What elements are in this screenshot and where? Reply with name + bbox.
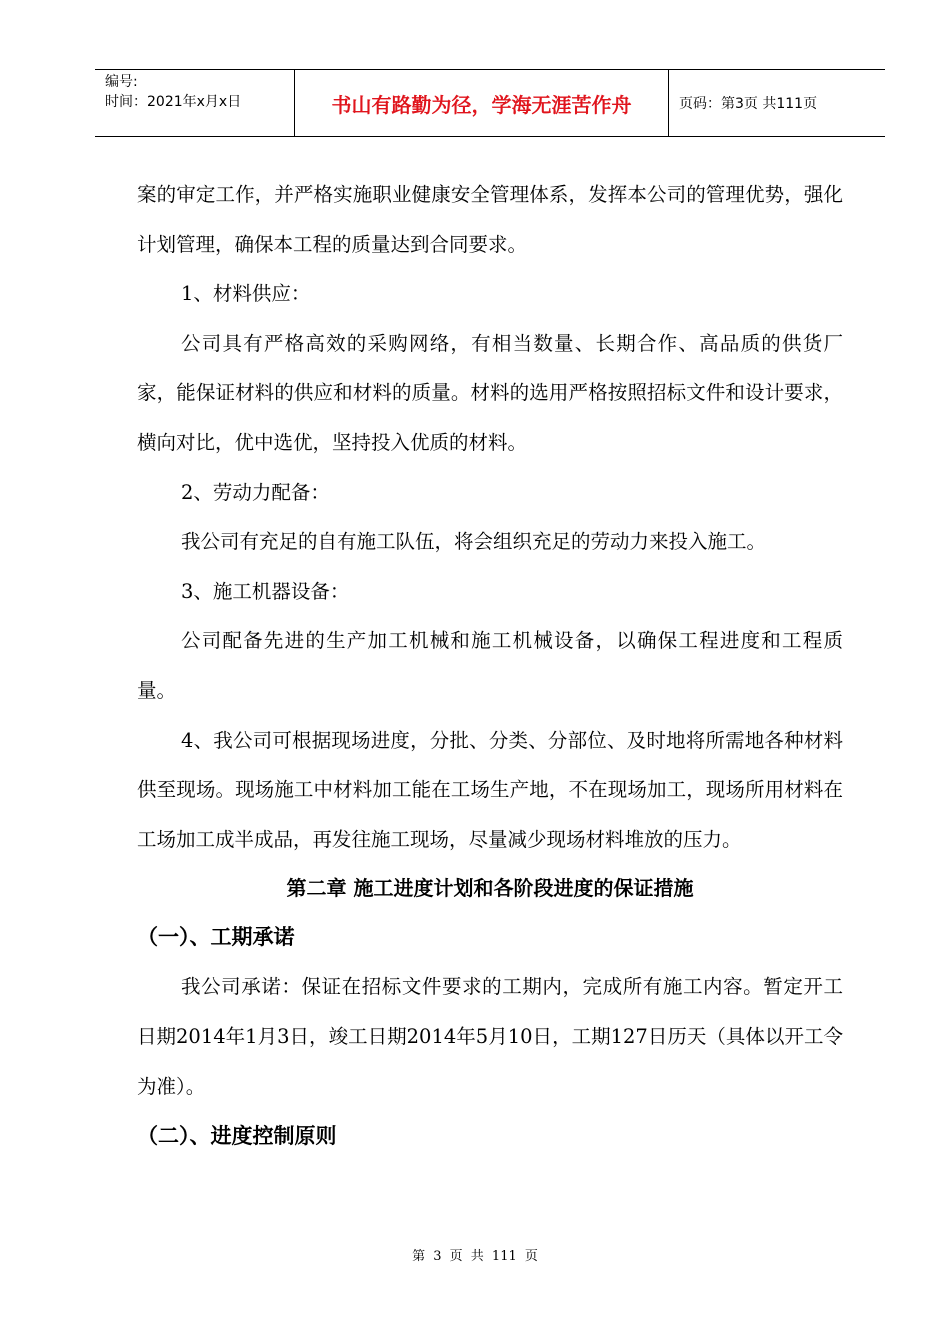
section-heading-control: （二）、进度控制原则 xyxy=(137,1124,337,1149)
document-body xyxy=(137,170,843,1161)
item-heading-equipment: 3、施工机器设备： xyxy=(181,579,350,603)
page-header xyxy=(95,69,885,137)
paragraph-materials: 公司具有严格高效的采购网络，有相当数量、长期合作、高品质的供货厂家，能保证材料的供应和材料的质量。材料的选用严格按照招标文件和设计要求，横向对比，优中选优，坚持投入优质的材料。 xyxy=(137,331,843,454)
paragraph-equipment: 公司配备先进的生产加工机械和施工机械设备，以确保工程进度和工程质量。 xyxy=(137,629,843,702)
paragraph-labor: 我公司有充足的自有施工队伍，将会组织充足的劳动力来投入施工。 xyxy=(181,530,767,554)
paragraph-supply: 4、我公司可根据现场进度，分批、分类、分部位、及时地将所需地各种材料供至现场。现场施工中材料加工能在工场生产地，不在现场加工，现场所用材料在工场加工成半成品，再发往施工现场，尽量减少现场材料堆放的压力。 xyxy=(137,728,843,851)
item-heading-materials: 1、材料供应： xyxy=(181,282,311,306)
header-page-number: 页码：第3页 共111页 xyxy=(679,96,818,112)
page-footer: 第 3 页 共 111 页 xyxy=(412,1249,538,1264)
section-heading-schedule: （一）、工期承诺 xyxy=(137,925,295,950)
paragraph-schedule: 我公司承诺：保证在招标文件要求的工期内，完成所有施工内容。暂定开工日期2014年1月3日，竣工日期2014年5月10日，工期127日历天（具体以开工令为准）。 xyxy=(137,975,843,1098)
item-heading-labor: 2、劳动力配备： xyxy=(181,480,330,504)
header-motto: 书山有路勤为径，学海无涯苦作舟 xyxy=(295,70,669,136)
paragraph-continuation: 案的审定工作，并严格实施职业健康安全管理体系，发挥本公司的管理优势，强化计划管理，确保本工程的质量达到合同要求。 xyxy=(137,183,843,256)
chapter-title: 第二章 施工进度计划和各阶段进度的保证措施 xyxy=(286,876,694,901)
document-number-label: 编号: xyxy=(105,74,138,90)
header-meta xyxy=(95,70,295,136)
document-date: 时间：2021年x月x日 xyxy=(105,94,242,110)
